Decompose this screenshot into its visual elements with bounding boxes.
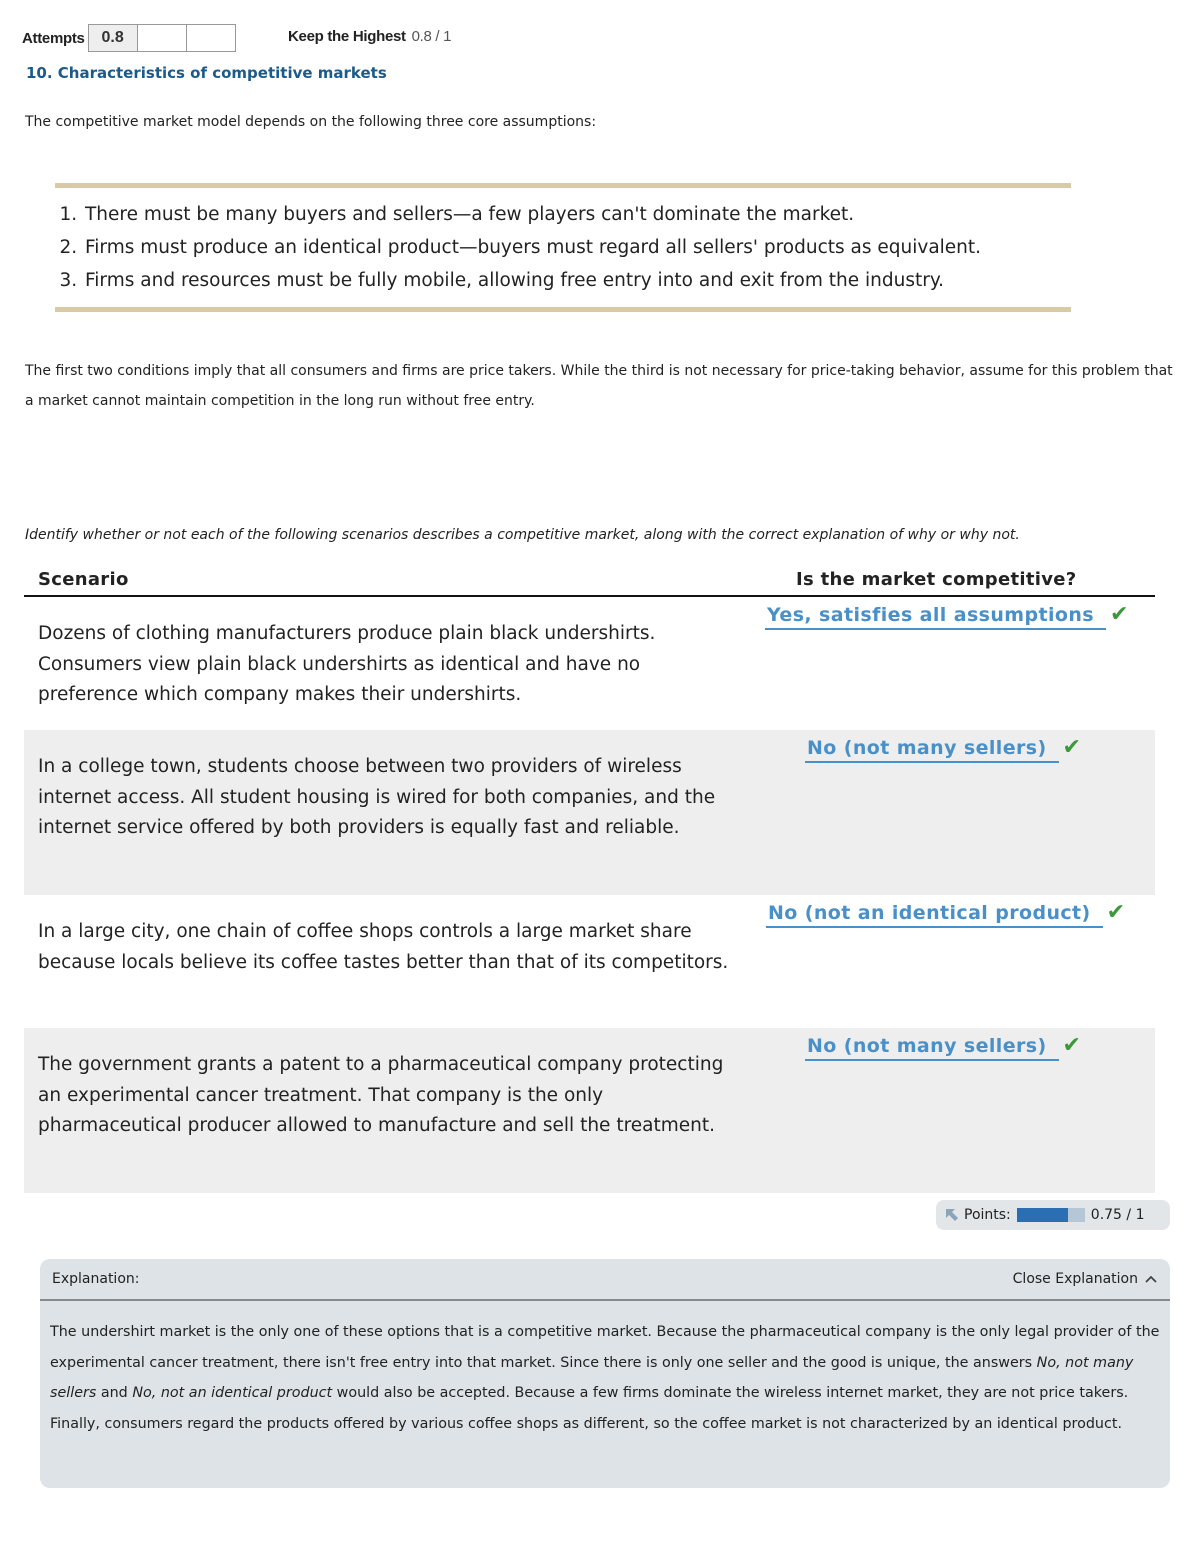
- explanation-text: [50, 1317, 1160, 1439]
- attempt-box-1: 0.8: [88, 24, 138, 52]
- correct-check-icon: ✔: [1106, 900, 1126, 925]
- answer-dropdown[interactable]: No (not an identical product): [766, 901, 1103, 928]
- keep-highest: [288, 28, 451, 45]
- top-divider: [55, 183, 1071, 188]
- assumption-item: 3. Firms and resources must be fully mobile, allowing free entry into and exit from the industry.: [83, 264, 1071, 297]
- points-score: 0.75 / 1: [1090, 1207, 1145, 1223]
- answer-cell: [765, 603, 1128, 630]
- table-header: [24, 565, 1155, 597]
- assumptions-box: [55, 183, 1071, 312]
- close-explanation-button[interactable]: [1013, 1271, 1158, 1287]
- keep-highest-score: 0.8 / 1: [411, 28, 452, 45]
- chevron-up-icon: [1144, 1274, 1158, 1284]
- column-header-competitive: Is the market competitive?: [796, 569, 1077, 590]
- question-title: 10. Characteristics of competitive markets: [26, 64, 387, 82]
- points-indicator: [936, 1200, 1170, 1230]
- explanation-text-part: and: [96, 1385, 133, 1401]
- answer-dropdown[interactable]: No (not many sellers): [805, 736, 1059, 763]
- scenario-text: In a large city, one chain of coffee shops controls a large market share because locals believe its coffee tastes better than that of its competitors.: [38, 921, 729, 973]
- bottom-divider: [55, 307, 1071, 312]
- accepted-answer-2: No, not an identical product: [132, 1385, 333, 1401]
- close-explanation-label: Close Explanation: [1012, 1271, 1138, 1287]
- arrow-up-left-icon: [944, 1207, 960, 1223]
- column-header-scenario: Scenario: [38, 569, 129, 590]
- correct-check-icon: ✔: [1109, 602, 1129, 627]
- answer-cell: [805, 1034, 1081, 1061]
- attempts-label: Attempts: [22, 29, 85, 47]
- assumption-item: 2. Firms must produce an identical product—buyers must regard all sellers' products as equivalent.: [83, 231, 1071, 264]
- correct-check-icon: ✔: [1062, 735, 1081, 760]
- explanation-header: [40, 1259, 1170, 1301]
- assumptions-list: [55, 198, 1071, 297]
- keep-highest-label: Keep the Highest: [288, 28, 406, 45]
- assumption-item: 1. There must be many buyers and sellers—a few players can't dominate the market.: [83, 198, 1071, 231]
- accepted-answer-1: No, not many sellers: [50, 1354, 1134, 1401]
- attempt-box-3: [186, 24, 236, 52]
- scenario-text: In a college town, students choose between two providers of wireless internet access. All student housing is wired for both companies, and the internet service offered by both providers is equally fast and reliable.: [38, 756, 716, 838]
- table-row: [24, 895, 1155, 1028]
- table-row: [24, 597, 1155, 730]
- answer-dropdown[interactable]: Yes, satisfies all assumptions: [765, 603, 1106, 630]
- attempt-box-2: [137, 24, 187, 52]
- scenario-table: [24, 565, 1155, 1193]
- answer-dropdown[interactable]: No (not many sellers): [805, 1034, 1059, 1061]
- scenario-text: The government grants a patent to a pharmaceutical company protecting an experimental cancer treatment. That company is the only pharmaceutical producer allowed to manufacture and sell the treatment.: [38, 1054, 724, 1136]
- scenario-text: Dozens of clothing manufacturers produce plain black undershirts. Consumers view plain black undershirts as identical and have no preference which company makes their undershirts.: [38, 623, 656, 705]
- conditions-text: The first two conditions imply that all consumers and firms are price takers. While the third is not necessary for price-taking behavior, assume for this problem that a market cannot maintain competition in the long run without free entry.: [25, 363, 1173, 409]
- instructions-text: Identify whether or not each of the following scenarios describes a competitive market, along with the correct explanation of why or why not.: [25, 527, 1020, 543]
- explanation-text-part: The undershirt market is the only one of these options that is a competitive market. Because the pharmaceutical company is the only legal provider of the experimental cancer treatment, there isn't free entry into that market. Since there is only one seller and the good is unique, the answers: [50, 1324, 1160, 1371]
- attempts-bar: [22, 22, 236, 54]
- question-intro: The competitive market model depends on the following three core assumptions:: [25, 114, 597, 130]
- points-progress-fill: [1017, 1208, 1068, 1222]
- answer-cell: [805, 736, 1081, 763]
- correct-check-icon: ✔: [1062, 1033, 1081, 1058]
- table-row: [24, 1028, 1155, 1193]
- answer-cell: [766, 901, 1125, 928]
- explanation-panel: [40, 1259, 1170, 1488]
- points-label: Points:: [964, 1207, 1011, 1223]
- points-progress-bar: [1017, 1208, 1085, 1222]
- explanation-text-part: would also be accepted. Because a few firms dominate the wireless internet market, they are not price takers. Finally, consumers regard the products offered by various coffee shops as different, so the coffee market is not characterized by an identical product.: [50, 1385, 1129, 1432]
- explanation-title: Explanation:: [52, 1271, 140, 1287]
- table-row: [24, 730, 1155, 895]
